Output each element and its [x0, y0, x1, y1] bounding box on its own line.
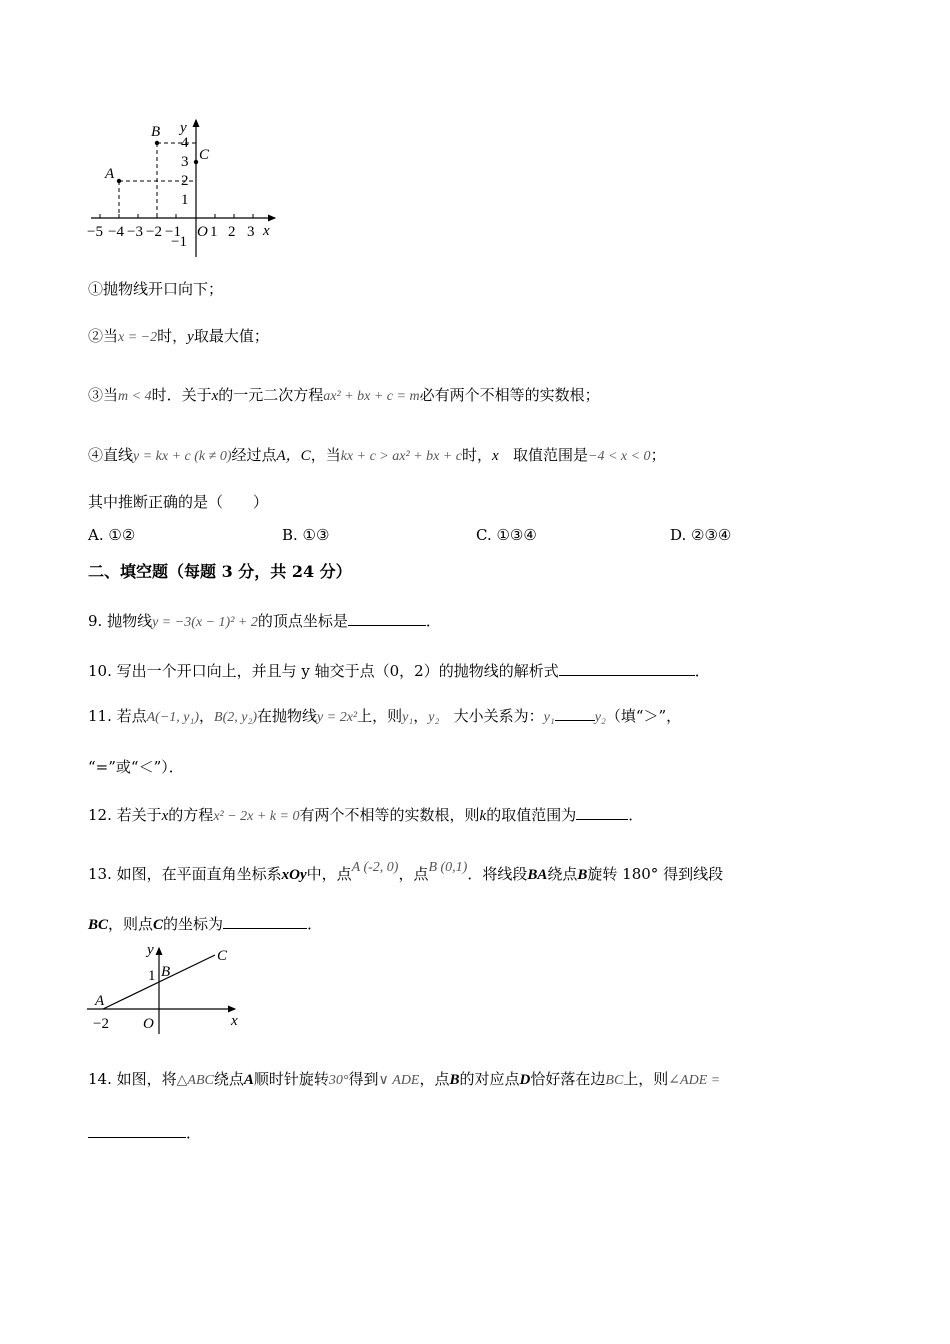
option-c: C. ①③④: [476, 526, 537, 544]
x-tick: −1: [165, 224, 181, 240]
tick-neg2-label: −2: [93, 1016, 109, 1032]
answer-blank[interactable]: [348, 611, 426, 626]
q8-statement-4: ④直线y = kx + c (k ≠ 0)经过点A，C，当kx + c > ax² + bx + c时，x 取值范围是−4 < x < 0；: [88, 446, 666, 464]
option-d: D. ②③④: [670, 526, 732, 544]
y-label: y: [147, 942, 154, 958]
question-11-line2: “=”或“＜”）．: [88, 758, 184, 776]
x-label: x: [231, 1013, 238, 1029]
x-tick: −3: [127, 224, 143, 240]
answer-blank[interactable]: [223, 914, 307, 929]
y-tick: −1: [171, 234, 187, 250]
option-b: B. ①③: [282, 526, 330, 544]
x-tick: −2: [146, 224, 162, 240]
answer-blank[interactable]: [559, 661, 695, 676]
q8-statement-2: ②当x = −2时，y取最大值；: [88, 327, 269, 345]
x-axis-label: x: [263, 223, 270, 239]
y-tick: 1: [181, 192, 189, 208]
a-label: A: [95, 993, 105, 1009]
y-tick: 3: [181, 154, 189, 170]
point-a: [117, 179, 121, 183]
figure-rotation-line: [85, 938, 265, 1038]
answer-blank[interactable]: [576, 805, 628, 820]
x-tick: −4: [108, 224, 124, 240]
point-a-label: A: [105, 166, 115, 182]
question-10: 10. 写出一个开口向上，并且与 y 轴交于点（0，2）的抛物线的解析式 ．: [88, 662, 710, 680]
y-axis-label: y: [180, 120, 187, 136]
c-label: C: [217, 948, 228, 964]
question-9: 9. 抛物线y = −3(x − 1)² + 2的顶点坐标是 ．: [88, 612, 441, 630]
x-tick: −5: [87, 224, 103, 240]
question-13-line2: BC，则点C的坐标为 ．: [88, 915, 323, 933]
question-11: 11. 若点A(−1, y₁)，B(2, y₂)在抛物线y = 2x²上，则y₁，y₂ 大小关系为：y₁ y₂（填“＞”，: [88, 707, 682, 725]
x-tick: 3: [247, 224, 255, 240]
section-heading: 二、填空题（每题 3 分，共 24 分）: [88, 562, 352, 581]
origin-label: O: [197, 224, 208, 240]
q8-statement-3: ③当m < 4时．关于x的一元二次方程ax² + bx + c = m必有两个不相等的实数根；: [88, 386, 600, 404]
answer-blank[interactable]: [88, 1123, 186, 1138]
point-b-label: B: [151, 124, 161, 140]
b-label: B: [161, 964, 171, 980]
q8-prompt: 其中推断正确的是（ ）: [88, 493, 269, 511]
y-tick: 4: [181, 135, 189, 151]
point-c: [194, 160, 198, 164]
y-tick: 2: [181, 173, 189, 189]
o-label: O: [143, 1016, 154, 1032]
point-b: [155, 141, 159, 145]
question-13: 13. 如图，在平面直角坐标系xOy中，点A (-2, 0)，点B (0,1)．将线段BA绕点B旋转 180° 得到线段: [88, 860, 724, 883]
tick-1-label: 1: [148, 968, 156, 984]
x-tick: 2: [228, 224, 236, 240]
question-12: 12. 若关于x的方程x² − 2x + k = 0有两个不相等的实数根，则k的取值范围为 ．: [88, 806, 644, 824]
answer-blank[interactable]: [555, 706, 595, 721]
x-tick: 1: [210, 224, 218, 240]
figure-coordinate-plot: [85, 115, 285, 265]
question-14-line2: ．: [88, 1122, 201, 1144]
option-a: A. ①②: [88, 526, 136, 544]
q8-statement-1: ①抛物线开口向下；: [88, 280, 224, 298]
question-14: 14. 如图，将△ABC绕点A顺时针旋转30°得到∨ ADE，点B的对应点D恰好落在边BC上，则∠ADE =: [88, 1070, 721, 1088]
point-c-label: C: [199, 147, 210, 163]
